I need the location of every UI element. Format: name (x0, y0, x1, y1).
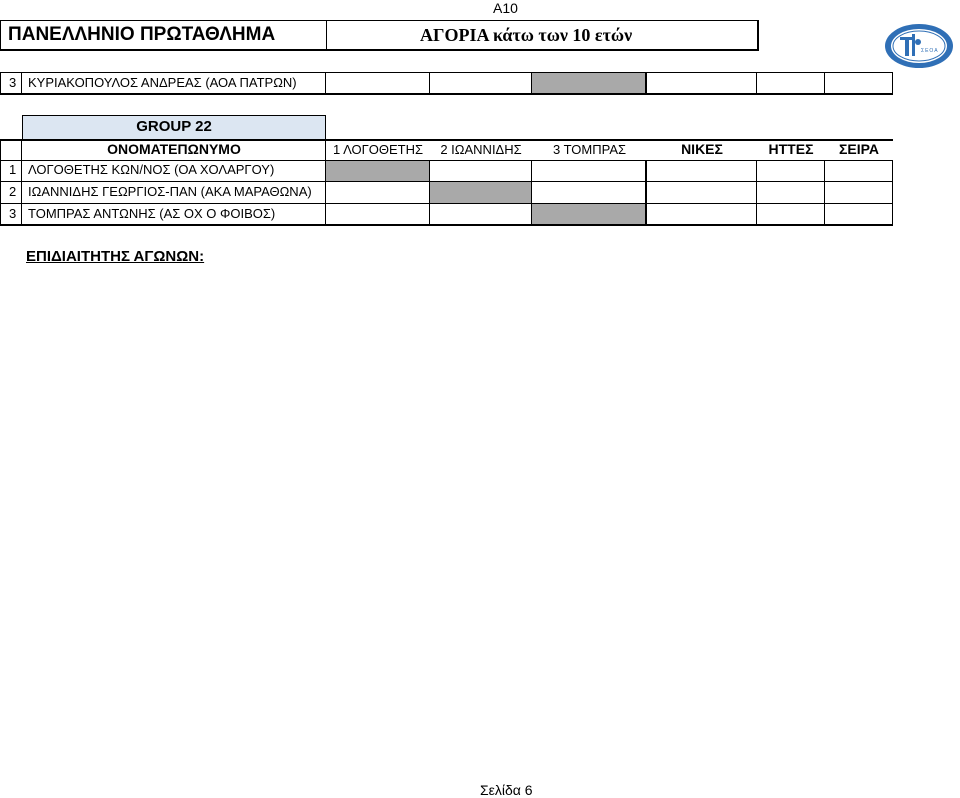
prev-row-cell-wins (647, 72, 757, 95)
row3-number: 3 (9, 206, 17, 221)
row3-name: ΤΟΜΠΡΑΣ ΑΝΤΩΝΗΣ (ΑΣ ΟΧ Ο ΦΟΙΒΟΣ) (28, 206, 276, 221)
row3-opp-2 (430, 203, 532, 226)
prev-row-cell-1 (326, 72, 430, 95)
prev-row-cell-losses (757, 72, 825, 95)
logo-emblem-icon (883, 22, 955, 70)
opponent-header-1: 1 ΛΟΓΟΘΕΤΗΣ (332, 142, 424, 157)
row2-opp-1 (326, 181, 430, 203)
group-title: GROUP 22 (136, 118, 212, 135)
row1-losses (757, 160, 825, 181)
row1-name: ΛΟΓΟΘΕΤΗΣ ΚΩΝ/ΝΟΣ (ΟΑ ΧΟΛΑΡΓΟΥ) (28, 162, 275, 177)
row2-wins (647, 181, 757, 203)
row1-number: 1 (9, 162, 17, 177)
federation-logo (883, 22, 955, 70)
header-number-cell (0, 139, 22, 160)
page-footer: Σελίδα 6 (480, 782, 533, 798)
row2-opp-2 (430, 181, 532, 203)
prev-row-name: ΚΥΡΙΑΚΟΠΟΥΛΟΣ ΑΝΔΡΕΑΣ (ΑΟΑ ΠΑΤΡΩΝ) (28, 75, 297, 90)
opponent-header-3: 3 ΤΟΜΠΡΑΣ (552, 142, 627, 157)
rank-header: ΣΕΙΡΑ (838, 141, 880, 157)
opponent-header-2: 2 ΙΩΑΝΝΙΔΗΣ (440, 142, 522, 157)
referee-label: ΕΠΙΔΙΑΙΤΗΤΗΣ ΑΓΩΝΩΝ: (26, 248, 205, 265)
row3-losses (757, 203, 825, 226)
row1-rank (825, 160, 893, 181)
row1-opp-1 (326, 160, 430, 181)
name-header: ΟΝΟΜΑΤΕΠΩΝΥΜΟ (107, 141, 241, 157)
row3-rank (825, 203, 893, 226)
prev-row-cell-rank (825, 72, 893, 95)
row3-opp-3 (532, 203, 647, 226)
category-title: ΑΓΟΡΙΑ κάτω των 10 ετών (420, 25, 633, 45)
championship-title: ΠΑΝΕΛΛΗΝΙΟ ΠΡΩΤΑΘΛΗΜΑ (8, 24, 276, 45)
losses-header: ΗΤΤΕΣ (768, 141, 814, 157)
row2-opp-3 (532, 181, 647, 203)
row2-losses (757, 181, 825, 203)
prev-row-cell-2 (430, 72, 532, 95)
row2-name: ΙΩΑΝΝΙΔΗΣ ΓΕΩΡΓΙΟΣ-ΠΑΝ (ΑΚΑ ΜΑΡΑΘΩΝΑ) (28, 184, 312, 199)
row3-opp-1 (326, 203, 430, 226)
row1-opp-3 (532, 160, 647, 181)
row2-rank (825, 181, 893, 203)
prev-row-number: 3 (9, 75, 17, 90)
page-code: A10 (493, 0, 518, 16)
row1-wins (647, 160, 757, 181)
prev-row-cell-3 (532, 72, 647, 95)
wins-header: ΝΙΚΕΣ (681, 141, 723, 157)
row3-wins (647, 203, 757, 226)
logo-text: ΣΕΟΑ (921, 48, 939, 54)
row1-opp-2 (430, 160, 532, 181)
row2-number: 2 (9, 184, 17, 199)
